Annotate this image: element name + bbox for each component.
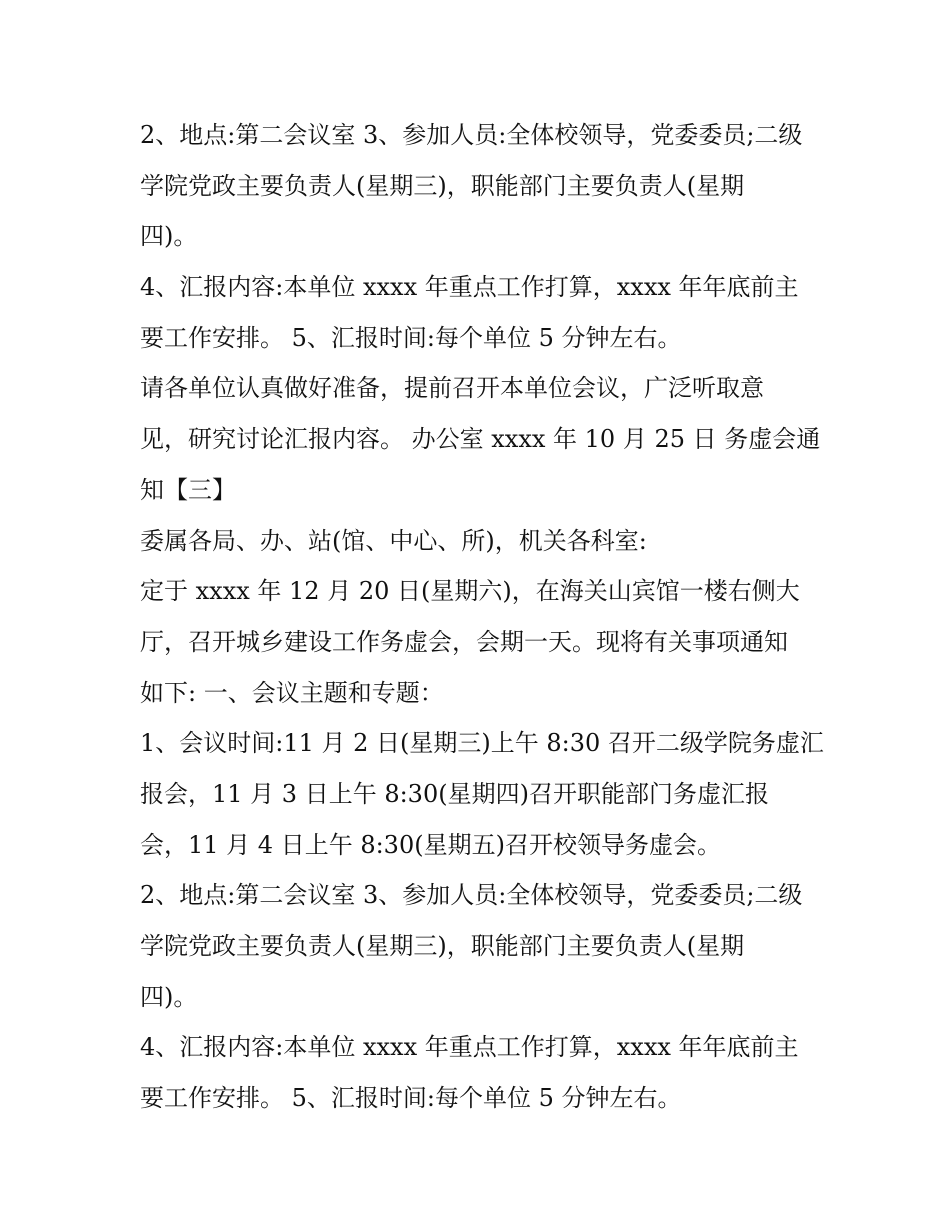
text-line-2: 学院党政主要负责人(星期三)，职能部门主要负责人(星期 [140,171,745,200]
text-line-1: 2、地点:第二会议室 3、参加人员:全体校领导，党委委员;二级 [140,121,803,149]
document-body [140,110,824,1124]
text-line-7: 见，研究讨论汇报内容。 办公室 xxxx 年 10 月 25 日 务虚会通 [140,425,821,454]
text-line-9: 委属各局、办、站(馆、中心、所)，机关各科室: [140,526,647,555]
text-line-10: 定于 xxxx 年 12 月 20 日(星期六)，在海关山宾馆一楼右侧大 [140,577,800,606]
text-line-18: 四)。 [140,982,198,1011]
text-line-12: 如下: 一、会议主题和专题： [140,678,444,707]
text-line-3: 四)。 [140,222,198,251]
text-line-14: 报会，11 月 3 日上午 8:30(星期四)召开职能部门务虚汇报 [140,779,769,808]
text-line-5: 要工作安排。 5、汇报时间:每个单位 5 分钟左右。 [140,323,682,352]
text-line-8: 知【三】 [140,475,236,504]
text-line-20: 要工作安排。 5、汇报时间:每个单位 5 分钟左右。 [140,1084,682,1113]
text-line-13: 1、会议时间:11 月 2 日(星期三)上午 8:30 召开二级学院务虚汇 [140,729,824,758]
text-line-16: 2、地点:第二会议室 3、参加人员:全体校领导，党委委员;二级 [140,881,803,910]
text-line-4: 4、汇报内容:本单位 xxxx 年重点工作打算，xxxx 年年底前主 [140,273,799,302]
text-line-6: 请各单位认真做好准备，提前召开本单位会议，广泛听取意 [140,374,764,403]
text-line-19: 4、汇报内容:本单位 xxxx 年重点工作打算，xxxx 年年底前主 [140,1033,799,1062]
text-line-11: 厅，召开城乡建设工作务虚会，会期一天。现将有关事项通知 [140,627,788,656]
text-line-17: 学院党政主要负责人(星期三)，职能部门主要负责人(星期 [140,932,745,960]
text-line-15: 会，11 月 4 日上午 8:30(星期五)召开校领导务虚会。 [140,830,721,859]
